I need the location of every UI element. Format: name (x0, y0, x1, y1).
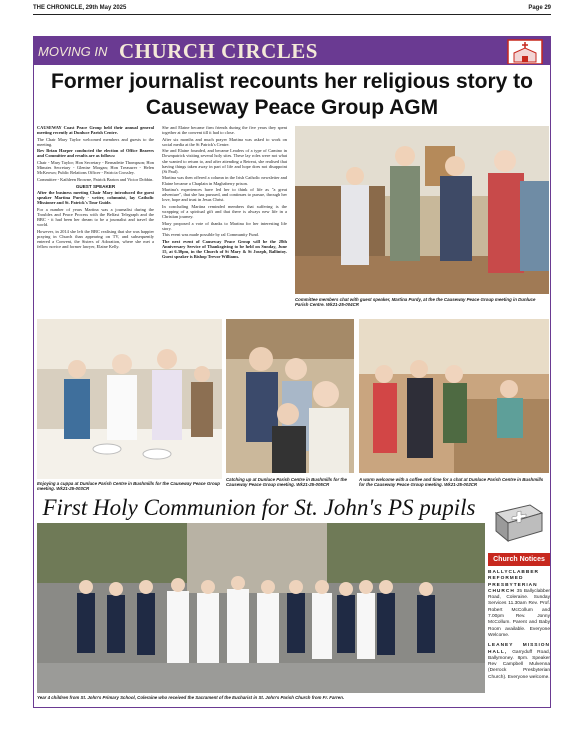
church-icon (504, 36, 546, 66)
photo-caption: A warm welcome with a coffee and time for a chat at Dunluce Parish Centre in Bushmills for the Causeway Peace Group meeting. Wk21-25-002CR (359, 477, 544, 488)
communion-group-photo (37, 523, 485, 693)
paragraph: Martina was then offered a column in the Irish Catholic newsletter and Elaine became a Chaplain in Maghaberry prison. (162, 175, 287, 186)
notice-heading: BALLYCLABBER REFORMED PRESBYTERIAN CHURCH (488, 570, 539, 594)
catching-up-photo (226, 319, 354, 473)
paragraph: She and Elaine founded, and became Leaders of a type of Camino in Downpatrick visiting several holy sites. These lay roles were not what she wanted to return to, and after attending a Retreat, she realised that having things taken away in part of life and hope does not disappoint (St Paul). (162, 148, 287, 174)
photo-caption: Catching up at Dunluce Parish Centre in Bushmills for the Causeway Peace Group meeting. Wk21-25-005CR (226, 477, 348, 488)
paragraph: Rev Brian Harper conducted the election of Office Bearers and Committee and results are as follows: (37, 148, 154, 159)
paragraph: However, in 2014 she left the BBC realising that she was happier praying in Church than appearing on TV, and subsequently entered a Convent, the Sisters of Adoration, where she met a fellow novice and former lawyer, Elaine Kelly. (37, 228, 154, 250)
page-number: Page 29 (528, 5, 551, 11)
notice-body: Garryduff Road, Ballymoney. 8pm. Speaker Rev Campbell Mulvenna (Derrock Presbyterian Church). Everyone welcome. (488, 649, 550, 680)
paragraph: This event was made possible by ral Community Fund. (162, 232, 259, 238)
notice-heading: LEANEY MISSION HALL, (488, 643, 550, 655)
notice-item (488, 570, 550, 639)
paragraph: Mary proposed a vote of thanks to Martina for her interesting life story. (162, 220, 287, 231)
welcome-photo (359, 319, 549, 473)
church-notices-label: Church Notices (488, 553, 550, 566)
article-headline: Former journalist recounts her religious story to Causeway Peace Group AGM (51, 70, 533, 119)
banner-title: CHURCH CIRCLES (119, 39, 318, 63)
notice-item (488, 643, 550, 681)
masthead-date: THE CHRONICLE, 29th May 2025 (33, 5, 127, 11)
masthead-rule (33, 14, 551, 15)
cuppa-photo (37, 319, 222, 479)
communion-headline: First Holy Communion for St. John's PS pupils (42, 495, 476, 520)
notice-body: 35 Ballyclabber Road, Coleraine. Sunday Services 11.30am Rev. Prof. Robert McCollum and 7.00pm Rev. Jonny McCollum. Parent and Baby Room available. Everyone Welcome. (488, 588, 550, 638)
photo-caption: Committee members chat with guest speaker, Martina Purdy, at the the Causeway Peace Group meeting in Dunluce Parish Centre. Wk21-25-004CR (295, 297, 536, 308)
section-banner (33, 36, 551, 64)
photo-caption: Enjoying a cuppa at Dunluce Parish Centre in Bushmills for the Causeway Peace Group meeting. Wk21-25-003CR (37, 481, 220, 492)
committee-photo (295, 126, 549, 294)
paragraph: She and Elaine became firm friends during the five years they spent together at the convent till it had to close. (162, 125, 287, 136)
masthead (33, 4, 551, 14)
bible-icon (490, 499, 548, 547)
paragraph: Chair - Mary Taylor; Hon Secretary - Bernadette Thompson; Hon Minutes Secretary - Glenise Morgan; Hon Treasurer - Helen McKeown; Public Relations Officer - Patricia Crossley. (37, 159, 154, 176)
paragraph: Martina's experiences have led her to think of life as "a great adventure", that she has pursued, and continues to pursue, through her love, hope and trust in Jesus Christ. (162, 186, 287, 203)
subheading: GUEST SPEAKER (75, 183, 116, 189)
photo-caption: Year 4 children from St. John's Primary School, Coleraine who received the Sacrament of the Eucharist in St. John's Parish Church from Fr. Farren. (37, 695, 345, 700)
paragraph: After the business meeting Chair Mary introduced the guest speaker Martina Purdy - writer, columnist, lay Catholic Missioner and St. Patrick's Tour Guide. (37, 189, 154, 206)
lead-paragraph: CAUSEWAY Coast Peace Group held their annual general meeting recently at Dunluce Parish Centre. (37, 125, 154, 136)
church-notices (488, 570, 550, 685)
article-column-2 (162, 125, 287, 261)
paragraph: Committee - Kathleen Browne, Patrick Barton and Victor Dobbin. (37, 176, 154, 182)
paragraph: The next event of Causeway Peace Group will be the 28th Anniversary Service of Thanksgiving to be held on Sunday, June 15, at 6.30pm, in the Church of St Mary & St Joseph, Ballintoy. Guest speaker is Bishop Trevor Williams. (162, 238, 287, 260)
paragraph: After six months and much prayer Martina was asked to work on social media at the St Patrick's Centre. (162, 136, 287, 147)
banner-small-text: MOVING IN (38, 44, 108, 59)
paragraph: In concluding Martina reminded members that suffering is the wrapping of a spiritual gift and that there is always new life in a Christian journey. (162, 203, 287, 220)
paragraph: For a number of years Martina was a journalist during the Troubles and Peace Process with the Belfast Telegraph and the BBC - it had been her dream to be a journalist and travel the world. (37, 206, 154, 228)
article-column-1 (37, 125, 154, 251)
paragraph: The Chair Mary Taylor welcomed members and guests to the meeting. (37, 136, 154, 147)
